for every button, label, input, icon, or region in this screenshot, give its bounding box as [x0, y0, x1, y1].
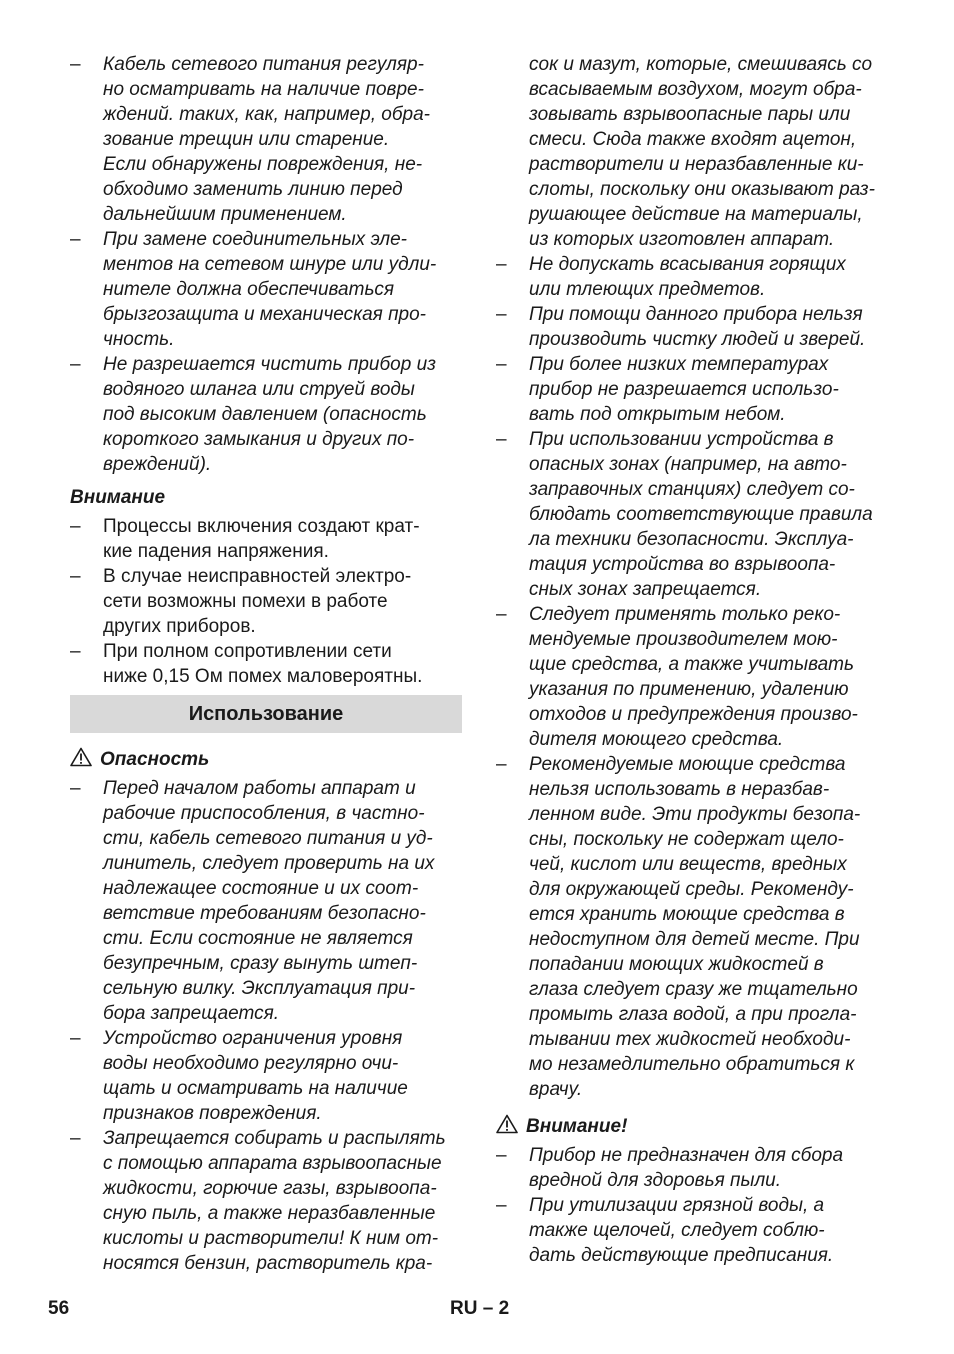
heading-attention-warning-text: Внимание!	[526, 1116, 628, 1137]
list-item	[70, 52, 462, 227]
list-item-text: Следует применять только реко- мендуемые производителем мою- щие средства, а также учитывать указания по применению, удалению отходов и предупреждения произво- дителя моющего средства.	[529, 604, 858, 750]
bullet-dash: –	[70, 229, 81, 250]
list-item-text: При замене соединительных эле- ментов на сетевом шнуре или удли- нителе должна обеспечиваться брызгозащита и механическая про- чность.	[103, 229, 437, 350]
list-danger	[70, 776, 462, 1276]
list-item-text: Устройство ограничения уровня воды необходимо регулярно очи- щать и осматривать на наличие признаков повреждения.	[103, 1028, 408, 1124]
list-attention	[70, 514, 462, 689]
left-column	[70, 52, 462, 1276]
list-item	[496, 427, 888, 602]
bullet-dash: –	[496, 1145, 507, 1166]
language-code: RU – 2	[450, 1298, 510, 1319]
bullet-dash: –	[70, 1128, 81, 1149]
list-item	[70, 352, 462, 477]
bullet-dash: –	[70, 641, 81, 662]
list-right-bottom	[496, 1143, 888, 1268]
bullet-dash: –	[496, 254, 507, 275]
heading-danger	[70, 747, 462, 772]
list-right-top	[496, 252, 888, 1102]
bullet-dash: –	[496, 429, 507, 450]
list-item	[496, 352, 888, 427]
warning-triangle-icon	[496, 1114, 518, 1134]
list-item	[496, 1143, 888, 1193]
bullet-dash: –	[70, 516, 81, 537]
list-item	[496, 1193, 888, 1268]
list-item-text: Рекомендуемые моющие средства нельзя использовать в неразбав- ленном виде. Эти продукты безопа- сны, поскольку не содержат щело- чей, кислот или веществ, вредных для окружающей среды. Рекоменду- ется хранить моющие средства в недоступном для детей месте. При попадании моющих жидкостей в глаза следует сразу же тщательно промыть глаза водой, а при прогла- тывании тех жидкостей необходи- мо незамедлительно обратиться к врачу.	[529, 754, 861, 1100]
list-item-text: При более низких температурах прибор не разрешается использо- вать под открытым небом.	[529, 354, 839, 425]
list-item	[70, 639, 462, 689]
continuation-text: сок и мазут, которые, смешиваясь со всасываемым воздухом, могут обра- зовывать взрывоопасные пары или смеси. Сюда также входят ацетон, растворители и неразбавленные ки- слоты, поскольку они оказывают раз- рушающее действие на материалы, из которых изготовлен аппарат.	[529, 54, 875, 250]
list-item	[496, 302, 888, 352]
bullet-dash: –	[496, 354, 507, 375]
list-item-text: Запрещается собирать и распылять с помощью аппарата взрывоопасные жидкости, горючие газы, взрывоопа- сную пыль, а также неразбавленные кислоты и растворители! К ним от- носятся бензин, растворитель кра-	[103, 1128, 446, 1274]
list-item-text: При помощи данного прибора нельзя производить чистку людей и зверей.	[529, 304, 866, 350]
list-item	[496, 752, 888, 1102]
bullet-dash: –	[70, 54, 81, 75]
heading-attention-warning	[496, 1114, 888, 1139]
list-item-text: При полном сопротивлении сети ниже 0,15 Ом помех маловероятны.	[103, 641, 423, 687]
list-item	[70, 564, 462, 639]
bullet-dash: –	[70, 354, 81, 375]
bullet-dash: –	[496, 754, 507, 775]
list-item-text: Процессы включения создают крат- кие падения напряжения.	[103, 516, 420, 562]
list-item-text: Не допускать всасывания горящих или тлеющих предметов.	[529, 254, 846, 300]
list-item	[70, 514, 462, 564]
list-item	[70, 227, 462, 352]
list-item-text: При утилизации грязной воды, а также щелочей, следует соблю- дать действующие предписания.	[529, 1195, 834, 1266]
bullet-dash: –	[496, 604, 507, 625]
page-number: 56	[48, 1298, 70, 1319]
heading-danger-text: Опасность	[100, 749, 210, 770]
heading-attention-text: Внимание	[70, 487, 166, 508]
bullet-dash: –	[70, 778, 81, 799]
list-item	[496, 252, 888, 302]
list-item-text: Перед началом работы аппарат и рабочие приспособления, в частно- сти, кабель сетевого питания и уд- линитель, следует проверить на их надлежащее состояние и их соот- ветствие требованиям безопасно- сти. Если состояние не является безупречным, сразу вынуть штеп- сельную вилку. Эксплуатация при- бора запрещается.	[103, 778, 435, 1024]
list-item	[496, 602, 888, 752]
list-item-text: Прибор не предназначен для сбора вредной для здоровья пыли.	[529, 1145, 844, 1191]
list-item	[70, 1026, 462, 1126]
list-item	[70, 776, 462, 1026]
right-column	[496, 52, 888, 1268]
warning-triangle-icon	[70, 747, 92, 767]
bullet-dash: –	[496, 1195, 507, 1216]
continuation-paragraph	[496, 52, 888, 252]
list-item-text: В случае неисправностей электро- сети возможны помехи в работе других приборов.	[103, 566, 412, 637]
list-item-text: Не разрешается чистить прибор из водяного шланга или струей воды под высоким давлением (опасность короткого замыкания и других по- вреждений).	[103, 354, 436, 475]
list-item-text: Кабель сетевого питания регуляр- но осматривать на наличие повре- ждений. таких, как, например, обра- зование трещин или старение. Если обнаружены повреждения, не- обходимо заменить линию перед дальнейшим применением.	[103, 54, 430, 225]
list-item-text: При использовании устройства в опасных зонах (например, на авто- заправочных станциях) следует со- блюдать соответствующие правила ла техники безопасности. Эксплуа- тация устройства во взрывоопа- сных зонах запрещается.	[529, 429, 873, 600]
bullet-dash: –	[70, 1028, 81, 1049]
bullet-dash: –	[70, 566, 81, 587]
bullet-dash: –	[496, 304, 507, 325]
heading-attention	[70, 485, 462, 510]
list-top	[70, 52, 462, 477]
list-item	[70, 1126, 462, 1276]
section-title-usage: Использование	[70, 695, 462, 733]
